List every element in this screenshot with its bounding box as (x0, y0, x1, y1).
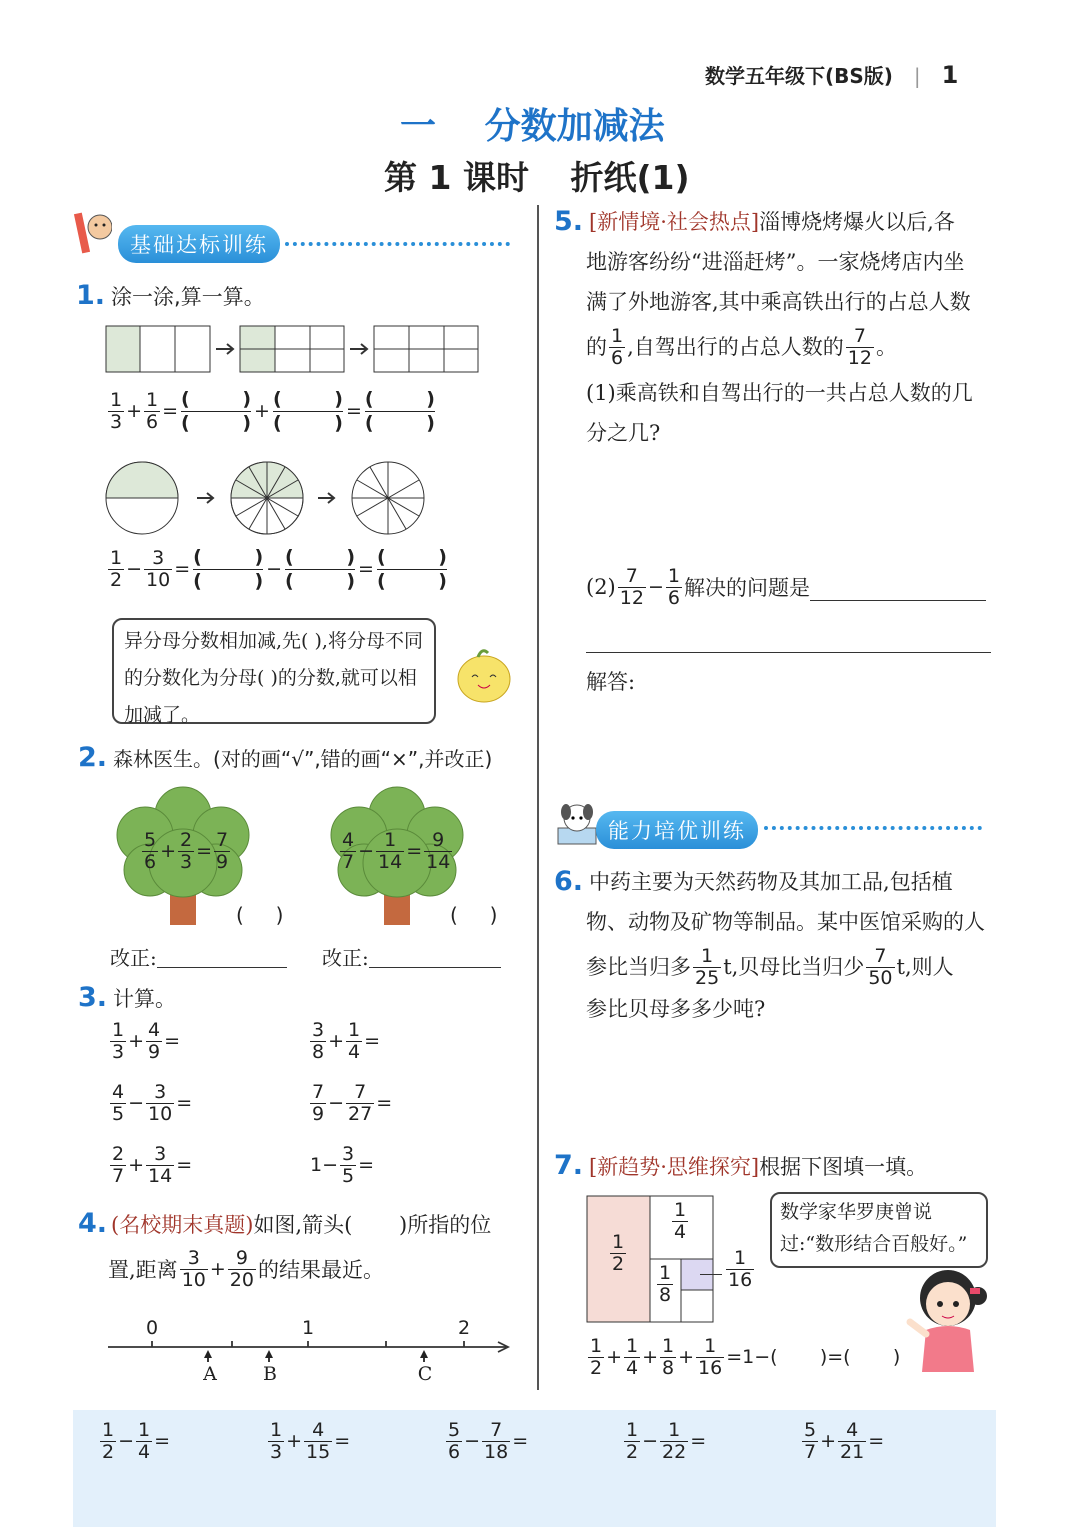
footer-item-1 (98, 1420, 170, 1463)
lesson-title (384, 152, 690, 199)
fraction: $\frac{4}{15}$ (306, 1419, 331, 1463)
unit-title (400, 98, 665, 149)
blank-fraction[interactable]: ( ) ( ) (181, 388, 252, 434)
tick-2: 2 (457, 1317, 471, 1339)
operator: − (328, 1092, 345, 1115)
fraction: $\frac{9}{14}$ (426, 829, 451, 873)
tip-text: 异分母分数相加减,先( ),将分母不同的分数化为分母( )的分数,就可以相加减了。 (124, 630, 423, 726)
q6-line-2: 物、动物及矿物等制品。某中医馆采购的人 (586, 910, 985, 934)
section-dots (764, 826, 982, 830)
q5-line-2: 地游客纷纷“进淄赶烤”。一家烧烤店内坐 (586, 250, 965, 274)
q7-text: 根据下图填一填。 (759, 1154, 928, 1179)
q5-text-4c: 。 (875, 335, 897, 360)
q1-equation-2 (106, 546, 450, 593)
fraction: $\frac{7}{50}$ (868, 945, 893, 989)
tree-2-equation (338, 830, 454, 873)
q7-label-sixteenth (724, 1248, 756, 1291)
fraction: $\frac{7}{18}$ (484, 1419, 509, 1463)
equals-sign: = (164, 1030, 181, 1053)
q4-text-2: 置,距离 (108, 1258, 178, 1283)
fraction: $\frac{4}{7}$ (342, 829, 355, 873)
fraction: $\frac{1}{6}$ (611, 325, 624, 369)
q4-text-1: 如图,箭头( )所指的位 (253, 1212, 492, 1237)
q3-item-4 (308, 1082, 392, 1125)
fix-label: 改正: (110, 946, 157, 970)
equals-sign: = (406, 840, 423, 863)
q4-number: 4. (78, 1208, 108, 1239)
fraction: $\frac{3}{10}$ (148, 1081, 173, 1125)
fraction: $\frac{1}{2}$ (590, 1335, 603, 1379)
fraction: $\frac{1}{4}$ (138, 1419, 151, 1463)
equals-sign: = (690, 1430, 707, 1453)
operator: − (128, 1092, 145, 1115)
q5-tag: [新情境·社会热点] (589, 210, 760, 234)
equals-sign: = (868, 1430, 885, 1453)
q4-line-1 (78, 1208, 491, 1239)
equals-sign: = (176, 1092, 193, 1115)
q4-tag: (名校期末真题) (111, 1212, 254, 1237)
footer-item-5 (800, 1420, 884, 1463)
q7-label-quarter (670, 1200, 690, 1243)
blank-fraction[interactable]: ( ) ( ) (272, 388, 343, 434)
fraction: $\frac{1}{3}$ (112, 1019, 125, 1063)
operator: + (128, 1030, 145, 1053)
fraction: $\frac{4}{5}$ (112, 1081, 125, 1125)
q6-number: 6. (554, 866, 584, 897)
blank-fraction[interactable]: ( ) ( ) (285, 546, 356, 592)
unit-number: 一 (400, 106, 437, 147)
q4-number-line (104, 1312, 514, 1387)
blank-fraction[interactable]: ( ) ( ) (193, 546, 264, 592)
operator: + (254, 400, 270, 423)
fraction: $\frac{1}{6}$ (667, 565, 680, 609)
dog-mascot-icon (554, 798, 600, 848)
fraction: $\frac{2}{7}$ (112, 1143, 125, 1187)
q7-label-eighth (655, 1263, 675, 1306)
fraction: $\frac{1}{4}$ (674, 1199, 687, 1243)
q7-pointer-line (700, 1274, 722, 1275)
tree-1-mark-blank[interactable]: ( ) (236, 903, 284, 927)
q2-heading (78, 742, 492, 773)
fraction: $\frac{1}{2}$ (626, 1419, 639, 1463)
q1-equation-1 (106, 388, 438, 435)
operator: + (642, 1346, 659, 1369)
q2-fix-2 (322, 942, 501, 971)
fraction: $\frac{1}{3}$ (110, 388, 123, 433)
equals-sign: = (376, 1092, 393, 1115)
fraction: $\frac{1}{2}$ (110, 546, 123, 591)
q3-item-2 (308, 1020, 380, 1063)
q3-item-6 (310, 1144, 374, 1187)
page-number: 1 (941, 61, 959, 89)
fraction: $\frac{1}{16}$ (728, 1247, 753, 1291)
fraction: $\frac{3}{8}$ (312, 1019, 325, 1063)
operator: + (128, 1154, 145, 1177)
operator: + (328, 1030, 345, 1053)
q5-line-1 (554, 202, 1004, 242)
q5-block (554, 202, 1004, 453)
fix-label: 改正: (322, 946, 369, 970)
equals-sign: = (364, 1030, 381, 1053)
fraction: $\frac{1}{6}$ (146, 388, 159, 433)
q5-text-4a: 的 (586, 335, 607, 360)
book-title: 数学五年级下(BS版) (705, 64, 893, 88)
fraction: $\frac{4}{21}$ (840, 1419, 865, 1463)
q5-line-3: 满了外地游客,其中乘高铁出行的占总人数 (586, 290, 971, 314)
q3-item-3 (108, 1082, 192, 1125)
operator: 1− (310, 1154, 339, 1177)
fraction: $\frac{3}{10}$ (146, 546, 171, 591)
fraction: $\frac{3}{10}$ (181, 1247, 206, 1291)
footer-item-4 (622, 1420, 706, 1463)
number-line-tick-labels (146, 1317, 470, 1339)
q5-answer-line-1[interactable] (810, 574, 986, 601)
tree-2-mark-blank[interactable]: ( ) (450, 903, 498, 927)
tick-0: 0 (145, 1317, 159, 1339)
q5-answer-label: 解答: (586, 670, 636, 694)
q5-text-4b: ,自驾出行的占总人数的 (627, 335, 844, 360)
q5-text-1: 淄博烧烤爆火以后,各 (759, 210, 955, 234)
tick-1: 1 (301, 1317, 315, 1339)
fraction: $\frac{5}{6}$ (448, 1419, 461, 1463)
fraction: $\frac{7}{27}$ (348, 1081, 373, 1125)
q3-item-5 (108, 1144, 192, 1187)
fraction: $\frac{1}{14}$ (378, 829, 403, 873)
equals-sign: = (196, 840, 213, 863)
speech-text: 数学家华罗庚曾说过:“数形结合百般好。” (780, 1201, 968, 1255)
girl-character-icon (900, 1262, 1000, 1382)
fraction: $\frac{1}{3}$ (270, 1419, 283, 1463)
column-divider (537, 205, 539, 1390)
fraction: $\frac{1}{8}$ (662, 1335, 675, 1379)
q6-line-3 (586, 946, 1004, 989)
equals-sign: = (334, 1430, 351, 1453)
q7-label-half (608, 1232, 628, 1275)
fraction: $\frac{5}{6}$ (144, 829, 157, 873)
q5-answer-line-2[interactable] (586, 630, 991, 653)
q5-line-4 (586, 326, 1004, 369)
q6-line-1 (554, 862, 1004, 902)
arrow-label-c: C (417, 1363, 433, 1385)
fraction: $\frac{7}{9}$ (216, 829, 229, 873)
fraction: $\frac{1}{4}$ (626, 1335, 639, 1379)
fraction: $\frac{4}{9}$ (148, 1019, 161, 1063)
fraction: $\frac{3}{5}$ (342, 1143, 355, 1187)
blank-fraction[interactable]: ( ) ( ) (364, 388, 435, 434)
fraction: $\frac{1}{4}$ (348, 1019, 361, 1063)
operator: − (266, 558, 283, 581)
q5-sub2 (586, 566, 986, 609)
unit-name: 分数加减法 (484, 106, 665, 147)
header-separator: | (913, 64, 921, 88)
operator: + (160, 840, 177, 863)
fraction: $\frac{5}{7}$ (804, 1419, 817, 1463)
q5-number: 5. (554, 206, 584, 237)
blank-fraction[interactable]: ( ) ( ) (376, 546, 447, 592)
equals-sign: = (345, 400, 362, 423)
equals-sign: = (174, 558, 191, 581)
fraction: $\frac{1}{16}$ (698, 1335, 723, 1379)
footer-item-3 (444, 1420, 528, 1463)
q4-text-3: 的结果最近。 (257, 1258, 384, 1283)
q5-sub2-text: 解决的问题是 (683, 576, 810, 601)
equals-sign: = (176, 1154, 193, 1177)
fraction: $\frac{1}{25}$ (695, 945, 720, 989)
fraction: $\frac{7}{12}$ (847, 325, 872, 369)
fraction: $\frac{1}{2}$ (612, 1231, 625, 1275)
q5-sub1-line-1: (1)乘高铁和自驾出行的一共占总人数的几 (586, 380, 973, 405)
q3-number: 3. (78, 982, 108, 1013)
q7-heading (554, 1150, 927, 1181)
operator: + (209, 1258, 226, 1281)
section-ability-badge: 能力培优训练 (596, 811, 758, 849)
fraction: $\frac{2}{3}$ (180, 829, 193, 873)
q2-text: 森林医生。(对的画“√”,错的画“×”,并改正) (113, 747, 493, 771)
q1-circle-diagrams (104, 460, 434, 538)
q1-tip-bubble (112, 618, 436, 724)
operator: + (678, 1346, 695, 1369)
q6-text-3b: t,贝母比当归少 (723, 955, 865, 980)
q1-number: 1. (76, 280, 106, 311)
lesson-name: 折纸(1) (570, 158, 690, 197)
q7-speech-bubble (770, 1192, 988, 1268)
operator: + (606, 1346, 623, 1369)
q7-tag: [新趋势·思维探究] (589, 1154, 760, 1179)
q5-sub2-label: (2) (586, 575, 616, 600)
fraction: $\frac{3}{14}$ (148, 1143, 173, 1187)
equals-sign: = (358, 558, 374, 581)
operator: − (464, 1430, 481, 1453)
q4-line-2 (108, 1248, 384, 1291)
q1-text: 涂一涂,算一算。 (111, 284, 265, 309)
operator: + (820, 1430, 837, 1453)
q6-line-4: 参比贝母多多少吨? (586, 996, 766, 1021)
operator: − (126, 558, 143, 581)
q3-text: 计算。 (113, 986, 177, 1011)
q5-sub1-line-2: 分之几? (586, 420, 661, 445)
fraction: $\frac{7}{9}$ (312, 1081, 325, 1125)
fix-answer-line[interactable] (369, 945, 501, 968)
q7-tail: =1−( )=( ) (726, 1346, 901, 1369)
q7-number: 7. (554, 1150, 584, 1181)
fraction: $\frac{1}{8}$ (659, 1262, 672, 1306)
q2-number: 2. (78, 742, 108, 773)
section-dots (285, 242, 510, 246)
q6-text-1: 中药主要为天然药物及其加工品,包括植 (589, 870, 953, 894)
equals-sign: = (358, 1154, 375, 1177)
q3-item-1 (108, 1020, 180, 1063)
equals-sign: = (154, 1430, 171, 1453)
q6-text-3a: 参比当归多 (586, 955, 691, 980)
arrow-label-b: B (263, 1363, 277, 1385)
footer-item-2 (266, 1420, 350, 1463)
q6-block (554, 862, 1004, 1029)
tree-1-equation (140, 830, 232, 873)
q7-equation (586, 1336, 900, 1379)
fix-answer-line[interactable] (157, 945, 287, 968)
operator: − (118, 1430, 135, 1453)
operator: − (642, 1430, 659, 1453)
chick-mascot-icon (448, 645, 520, 707)
equals-sign: = (512, 1430, 529, 1453)
equals-sign: = (162, 400, 179, 423)
operator: + (126, 400, 143, 423)
q2-fix-1 (110, 942, 287, 971)
fraction: $\frac{7}{12}$ (619, 565, 644, 609)
q3-heading (78, 982, 176, 1013)
q7-square-diagram (585, 1194, 715, 1324)
arrow-label-a: A (203, 1363, 217, 1385)
fraction: $\frac{1}{22}$ (662, 1419, 687, 1463)
section-basic-badge: 基础达标训练 (118, 225, 280, 263)
q1-rect-diagrams (104, 322, 484, 377)
operator: − (358, 840, 375, 863)
q6-text-3c: t,则人 (896, 955, 954, 980)
fraction: $\frac{9}{20}$ (229, 1247, 254, 1291)
pencil-icon (72, 205, 112, 260)
fraction: $\frac{1}{2}$ (102, 1419, 115, 1463)
operator: + (286, 1430, 303, 1453)
running-header (705, 60, 958, 89)
q1-heading (76, 280, 265, 311)
operator: − (647, 576, 664, 599)
lesson-number: 第 1 课时 (384, 158, 529, 197)
